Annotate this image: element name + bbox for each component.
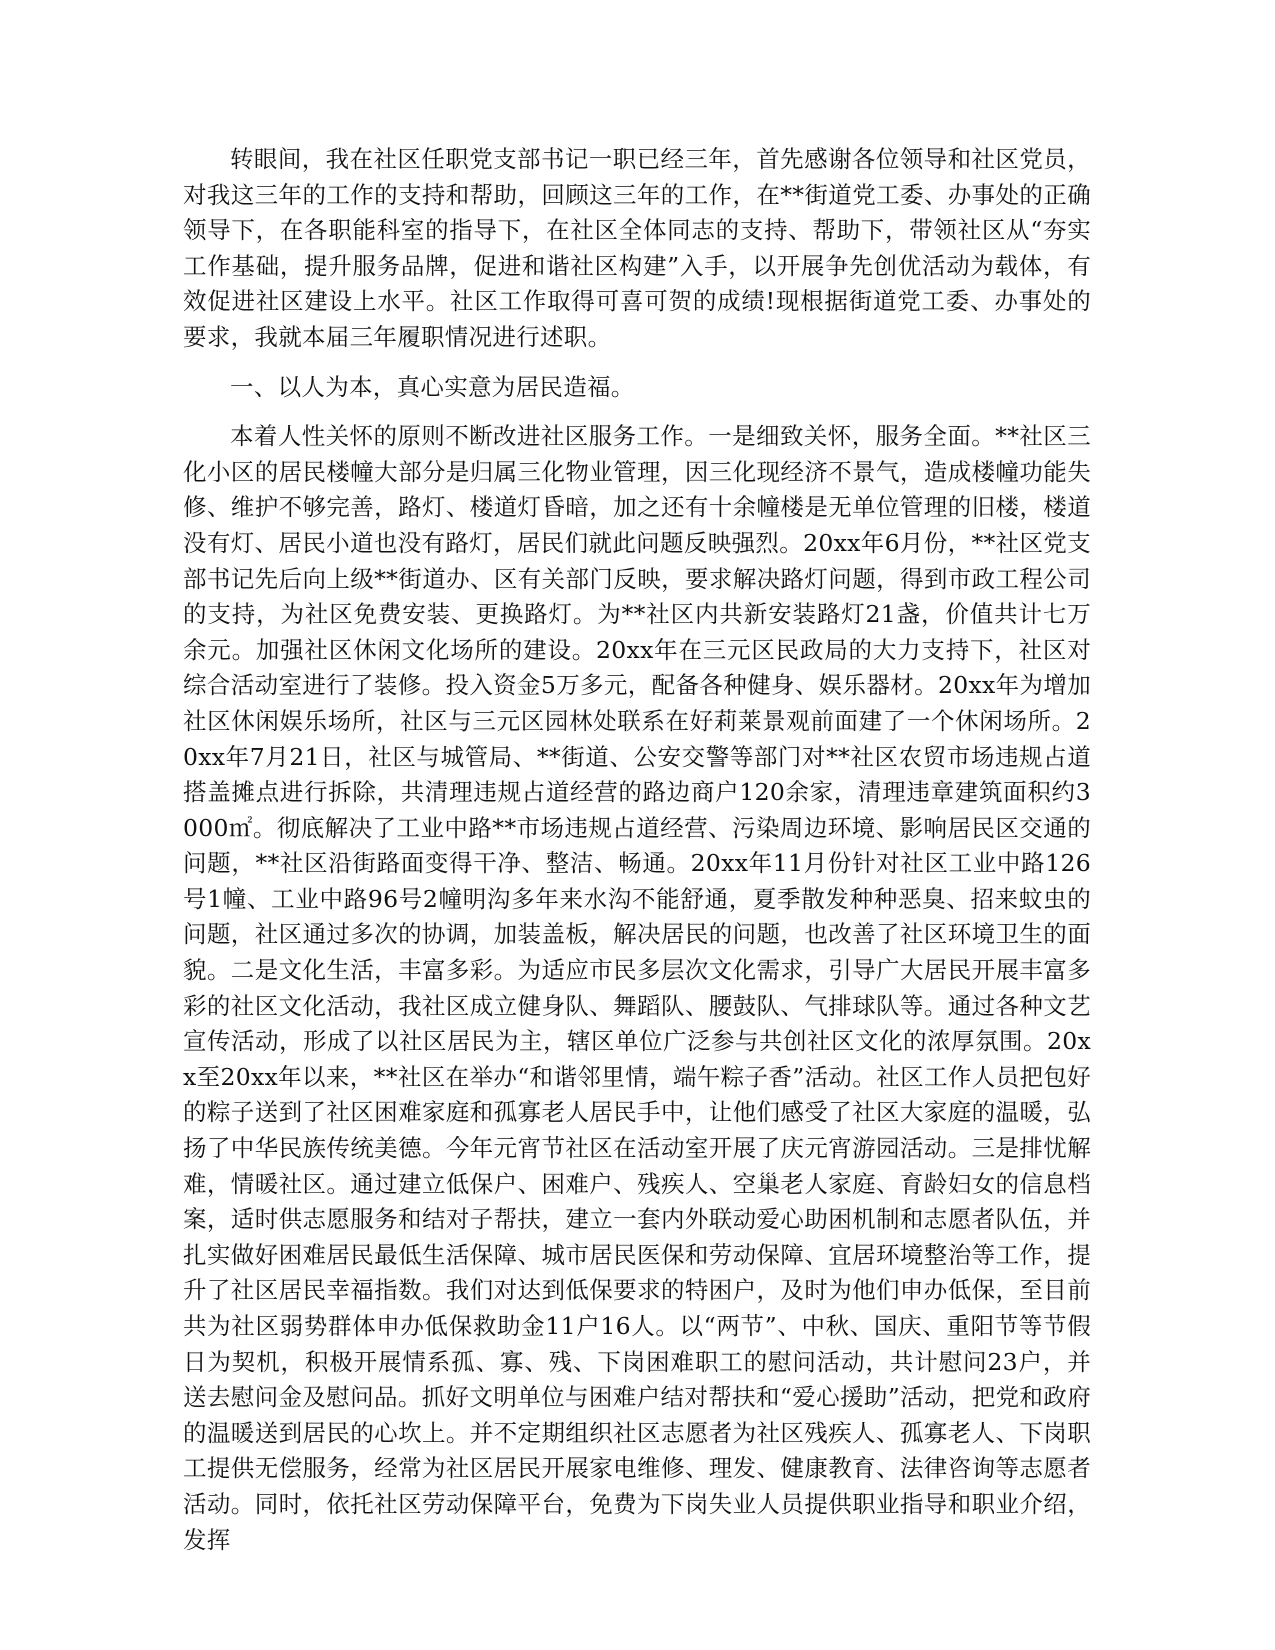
section-heading: 一、以人为本，真心实意为居民造福。 xyxy=(230,372,635,401)
intro-paragraph: 转眼间，我在社区任职党支部书记一职已经三年，首先感谢各位领导和社区党员，对我这三年的工作的支持和帮助，回顾这三年的工作，在**街道党工委、办事处的正确领导下，在各职能科室的指导下，在社区全体同志的支持、帮助下，带领社区从“夯实工作基础，提升服务品牌，促进和谐社区构建”入手，以开展争先创优活动为载体，有效促进社区建设上水平。社区工作取得可喜可贺的成绩!现根据街道党工委、办事处的要求，我就本届三年履职情况进行述职。 xyxy=(183,145,1091,351)
body-paragraph: 本着人性关怀的原则不断改进社区服务工作。一是细致关怀，服务全面。**社区三化小区的居民楼幢大部分是归属三化物业管理，因三化现经济不景气，造成楼幢功能失修、维护不够完善，路灯、楼道灯昏暗，加之还有十余幢楼是无单位管理的旧楼，楼道没有灯、居民小道也没有路灯，居民们就此问题反映强烈。20xx年6月份，**社区党支部书记先后向上级**街道办、区有关部门反映，要求解决路灯问题，得到市政工程公司的支持，为社区免费安装、更换路灯。为**社区内共新安装路灯21盏，价值共计七万余元。加强社区休闲文化场所的建设。20xx年在三元区民政局的大力支持下，社区对综合活动室进行了装修。投入资金5万多元，配备各种健身、娱乐器材。20xx年为增加社区休闲娱乐场所，社区与三元区园林处联系在好莉莱景观前面建了一个休闲场所。20xx年7月21日，社区与城管局、**街道、公安交警等部门对**社区农贸市场违规占道搭盖摊点进行拆除，共清理违规占道经营的路边商户120余家，清理违章建筑面积约3000㎡。彻底解决了工业中路**市场违规占道经营、污染周边环境、影响居民区交通的问题，**社区沿街路面变得干净、整洁、畅通。20xx年11月份针对社区工业中路126号1幢、工业中路96号2幢明沟多年来水沟不能舒通，夏季散发种种恶臭、招来蚊虫的问题，社区通过多次的协调，加装盖板，解决居民的问题，也改善了社区环境卫生的面貌。二是文化生活，丰富多彩。为适应市民多层次文化需求，引导广大居民开展丰富多彩的社区文化活动，我社区成立健身队、舞蹈队、腰鼓队、气排球队等。通过各种文艺宣传活动，形成了以社区居民为主，辖区单位广泛参与共创社区文化的浓厚氛围。20xx至20xx年以来，**社区在举办“和谐邻里情，端午粽子香”活动。社区工作人员把包好的粽子送到了社区困难家庭和孤寡老人居民手中，让他们感受了社区大家庭的温暖，弘扬了中华民族传统美德。今年元宵节社区在活动室开展了庆元宵游园活动。三是排忧解难，情暖社区。通过建立低保户、困难户、残疾人、空巢老人家庭、育龄妇女的信息档案，适时供志愿服务和结对子帮扶，建立一套内外联动爱心助困机制和志愿者队伍，并扎实做好困难居民最低生活保障、城市居民医保和劳动保障、宜居环境整治等工作，提升了社区居民幸福指数。我们对达到低保要求的特困户，及时为他们申办低保，至目前共为社区弱势群体申办低保救助金11户16人。以“两节”、中秋、国庆、重阳节等节假日为契机，积极开展情系孤、寡、残、下岗困难职工的慰问活动，共计慰问23户，并送去慰问金及慰问品。抓好文明单位与困难户结对帮扶和“爱心援助”活动，把党和政府的温暖送到居民的心坎上。并不定期组织社区志愿者为社区残疾人、孤寡老人、下岗职工提供无偿服务，经常为社区居民开展家电维修、理发、健康教育、法律咨询等志愿者活动。同时，依托社区劳动保障平台，免费为下岗失业人员提供职业指导和职业介绍，发挥 xyxy=(183,422,1091,1554)
document-body xyxy=(183,142,1091,1572)
